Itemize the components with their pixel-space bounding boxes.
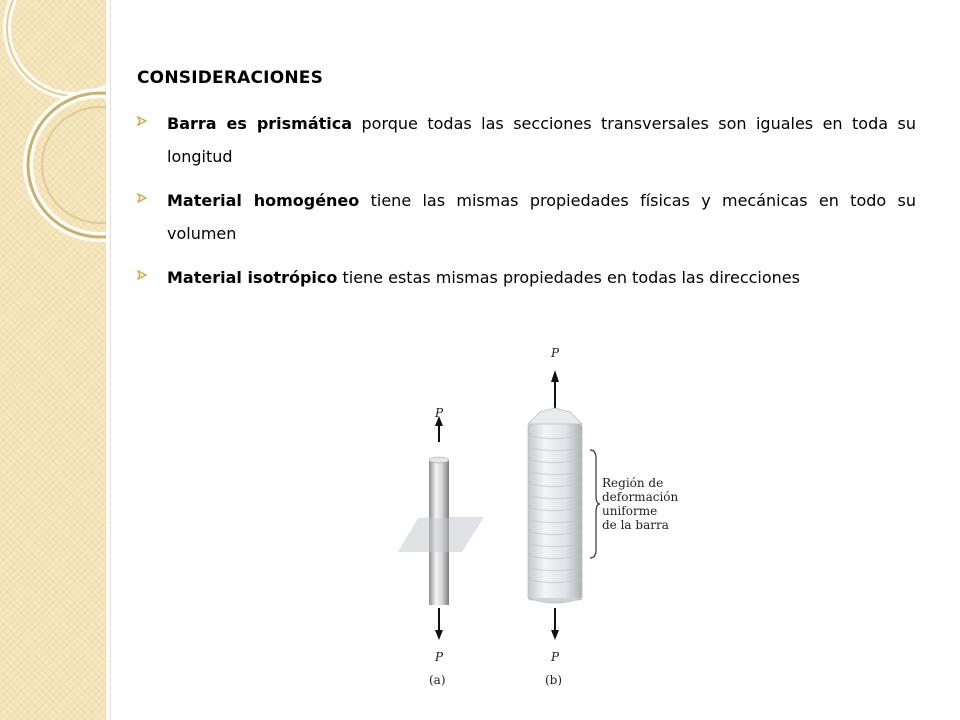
- sidebar-divider-line: [110, 0, 111, 720]
- force-label-top-b: P: [551, 346, 560, 360]
- arrowhead-bottom-a: [435, 630, 443, 640]
- bullet-bold: Material homogéneo: [167, 191, 360, 210]
- caption-a: (a): [429, 673, 446, 687]
- bar-a: [398, 416, 484, 640]
- force-label-top-a: P: [435, 406, 444, 420]
- bullet-item: [137, 107, 916, 173]
- bullet-rest: porque todas las secciones transversales son iguales en toda su longitud: [167, 114, 916, 166]
- region-label-line: de la barra: [602, 518, 669, 532]
- bullet-rest: tiene estas mismas propiedades en todas las direcciones: [337, 268, 800, 287]
- bullet-text: [167, 261, 916, 294]
- bullet-text: [167, 107, 916, 173]
- region-brace: [590, 450, 600, 558]
- bullet-list: [137, 107, 916, 305]
- arrowhead-bottom-b: [551, 630, 559, 640]
- region-label-line: Región de: [602, 476, 664, 490]
- bullet-arrow-icon: [137, 116, 147, 126]
- decorative-rings-icon: [0, 0, 106, 720]
- region-label-line: uniforme: [602, 504, 658, 518]
- bullet-text: [167, 184, 916, 250]
- decorative-sidebar: [0, 0, 106, 720]
- bullet-bold: Barra es prismática: [167, 114, 353, 133]
- bullet-bold: Material isotrópico: [167, 268, 338, 287]
- bar-figure: [380, 340, 700, 700]
- bar-b: [528, 370, 600, 640]
- caption-b: (b): [545, 673, 563, 687]
- bullet-arrow-icon: [137, 270, 147, 280]
- bullet-item: [137, 261, 916, 294]
- bullet-rest: tiene las mismas propiedades físicas y mecánicas en todo su volumen: [167, 191, 916, 243]
- force-label-bottom-a: P: [435, 650, 444, 664]
- bullet-item: [137, 184, 916, 250]
- arrowhead-top-b: [551, 370, 559, 382]
- force-label-bottom-b: P: [551, 650, 560, 664]
- bullet-arrow-icon: [137, 193, 147, 203]
- region-label-line: deformación: [602, 490, 679, 504]
- region-label: [602, 476, 678, 532]
- slide-title: CONSIDERACIONES: [137, 68, 324, 88]
